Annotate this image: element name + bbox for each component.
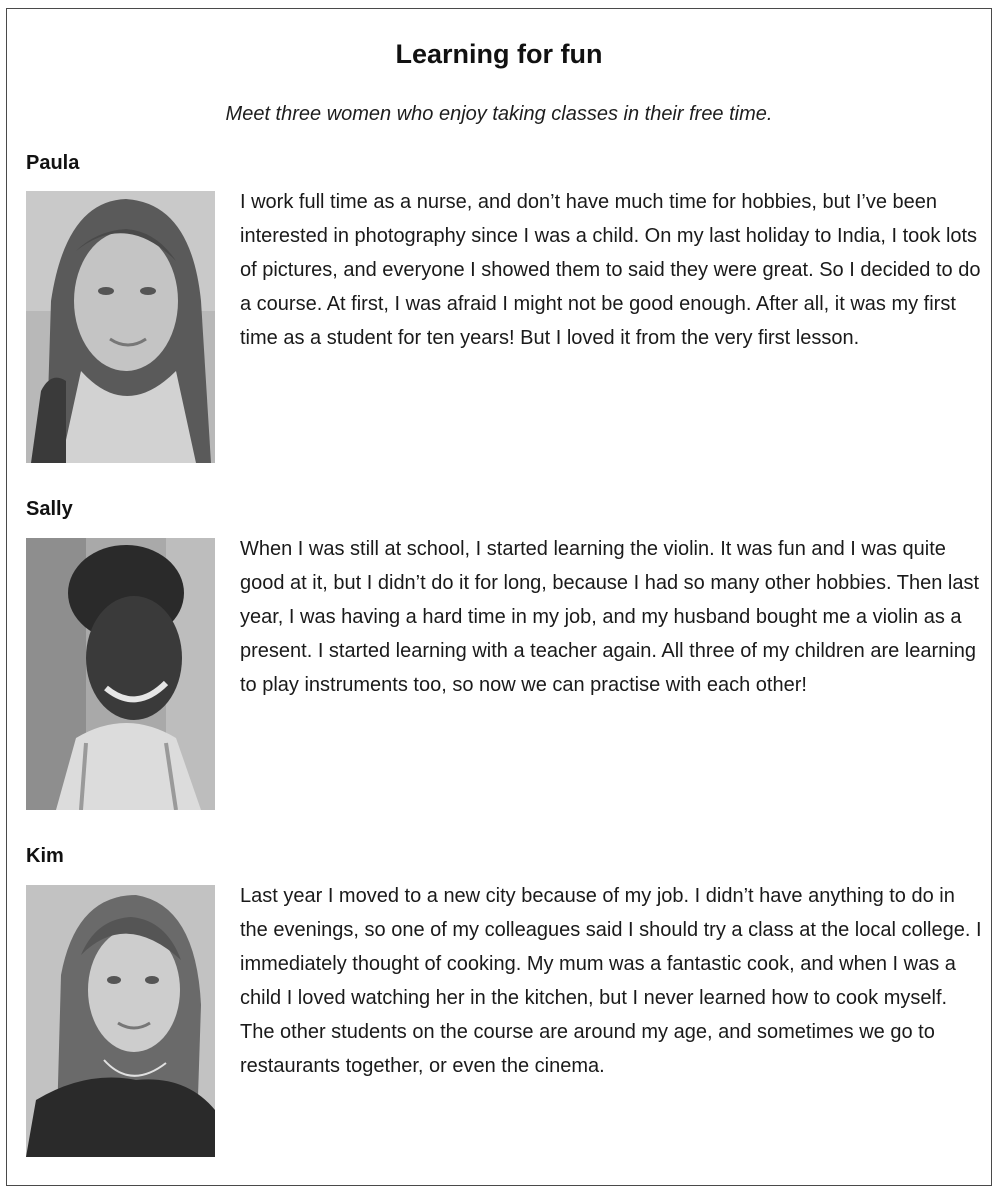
portrait-photo xyxy=(26,885,215,1157)
portrait-photo xyxy=(26,538,215,810)
person-name: Sally xyxy=(26,498,73,520)
profile-text: I work full time as a nurse, and don’t have much time for hobbies, but I’ve been interested in photography since I was a child. On my last holiday to India, I took lots of pictures, and everyone I showed them to said they were great. So I decided to do a course. At first, I was afraid I might not be good enough. After all, it was my first time as a student for ten years! But I loved it from the very first lesson. xyxy=(240,191,981,349)
article-title: Learning for fun xyxy=(395,39,603,69)
profile-text: When I was still at school, I started learning the violin. It was fun and I was quite good at it, but I didn’t do it for long, because I had so many other hobbies. Then last year, I was having a hard time in my job, and my husband bought me a violin as a present. I started learning with a teacher again. All three of my children are learning to play instruments too, so now we can practise with each other! xyxy=(240,538,979,696)
person-name: Paula xyxy=(26,152,80,174)
article-subtitle: Meet three women who enjoy taking classes in their free time. xyxy=(225,103,773,125)
portrait-photo xyxy=(26,191,215,463)
person-name: Kim xyxy=(26,845,64,867)
article-frame xyxy=(6,8,992,1186)
profile-text: Last year I moved to a new city because of my job. I didn’t have anything to do in the evenings, so one of my colleagues said I should try a class at the local college. I immediately thought of cooking. My mum was a fantastic cook, and when I was a child I loved watching her in the kitchen, but I never learned how to cook myself. The other students on the course are around my age, and sometimes we go to restaurants together, or even the cinema. xyxy=(240,885,982,1077)
